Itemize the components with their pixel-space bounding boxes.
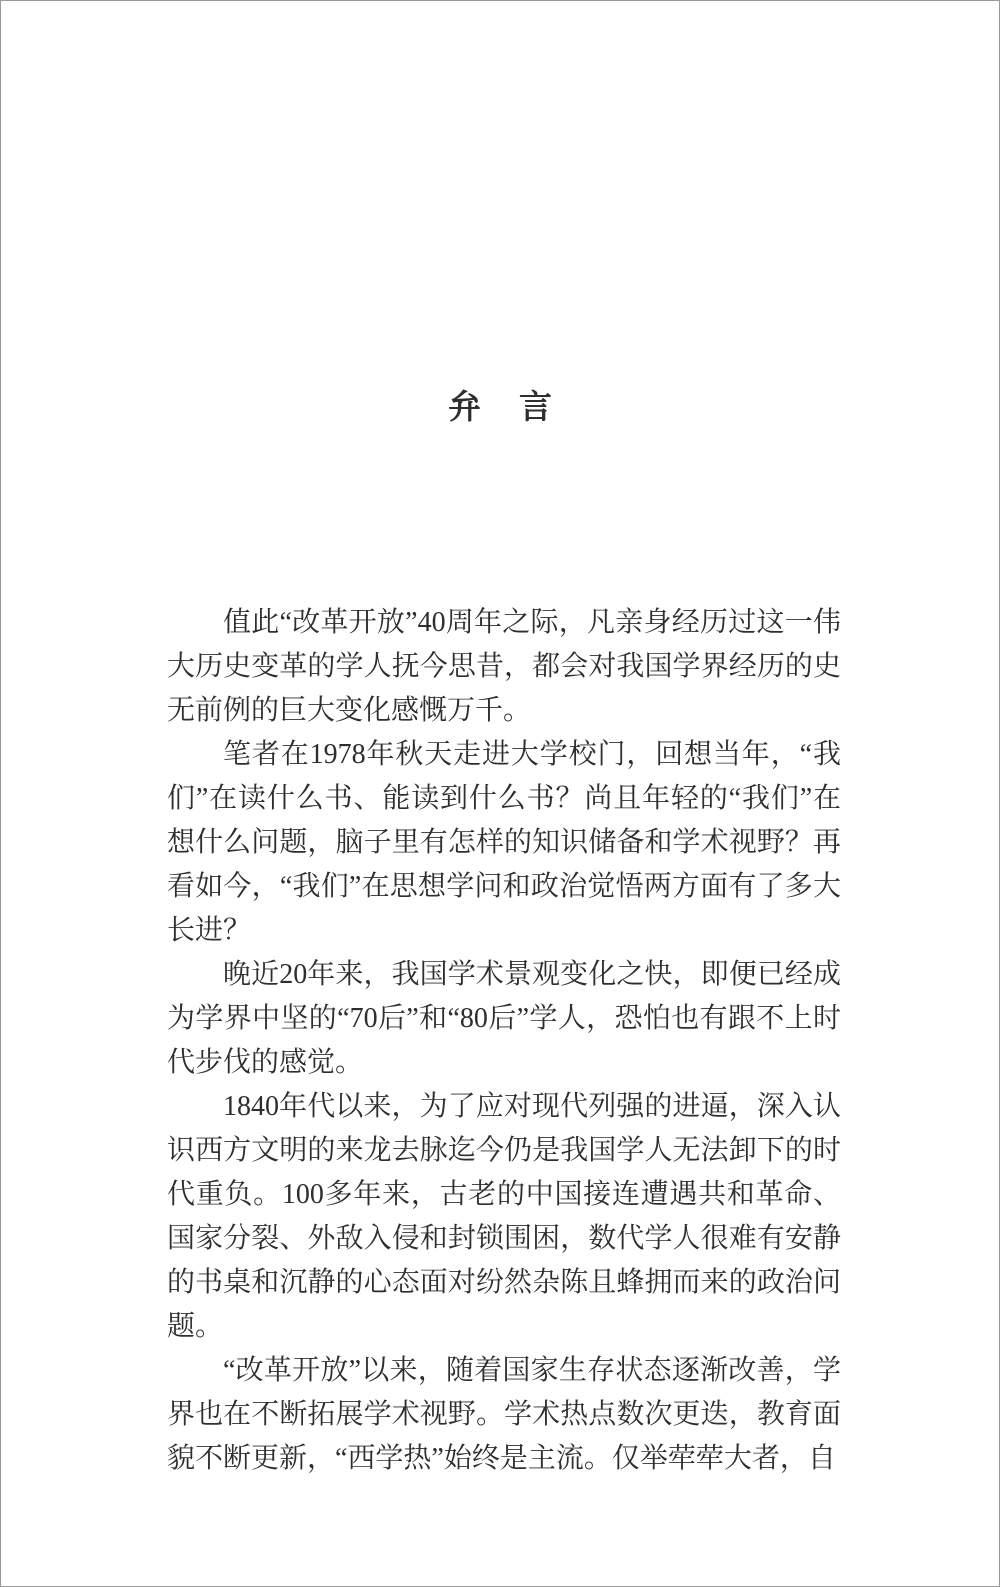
page-title bbox=[1, 390, 999, 426]
paragraph-1: 值此“改革开放”40周年之际，凡亲身经历过这一伟大历史变革的学人抚今思昔，都会对我国学界经历的史无前例的巨大变化感慨万千。 bbox=[167, 607, 841, 726]
paragraph-2: 笔者在1978年秋天走进大学校门，回想当年，“我们”在读什么书、能读到什么书？尚且年轻的“我们”在想什么问题，脑子里有怎样的知识储备和学术视野？再看如今，“我们”在思想学问和政治觉悟两方面有了多大长进？ bbox=[167, 739, 841, 946]
paragraph-4: 1840年代以来，为了应对现代列强的进逼，深入认识西方文明的来龙去脉迄今仍是我国学人无法卸下的时代重负。100多年来，古老的中国接连遭遇共和革命、国家分裂、外敌入侵和封锁围困，数代学人很难有安静的书桌和沉静的心态面对纷然杂陈且蜂拥而来的政治问题。 bbox=[167, 1091, 841, 1342]
page-title-char-1: 弁 bbox=[448, 390, 481, 426]
paragraph-3: 晚近20年来，我国学术景观变化之快，即便已经成为学界中坚的“70后”和“80后”学人，恐怕也有跟不上时代步伐的感觉。 bbox=[167, 959, 841, 1078]
paragraph-5: “改革开放”以来，随着国家生存状态逐渐改善，学界也在不断拓展学术视野。学术热点数次更迭，教育面貌不断更新，“西学热”始终是主流。仅举荦荦大者，自 bbox=[167, 1355, 841, 1474]
preface-body bbox=[167, 601, 841, 1481]
page-title-char-2: 言 bbox=[519, 390, 552, 426]
